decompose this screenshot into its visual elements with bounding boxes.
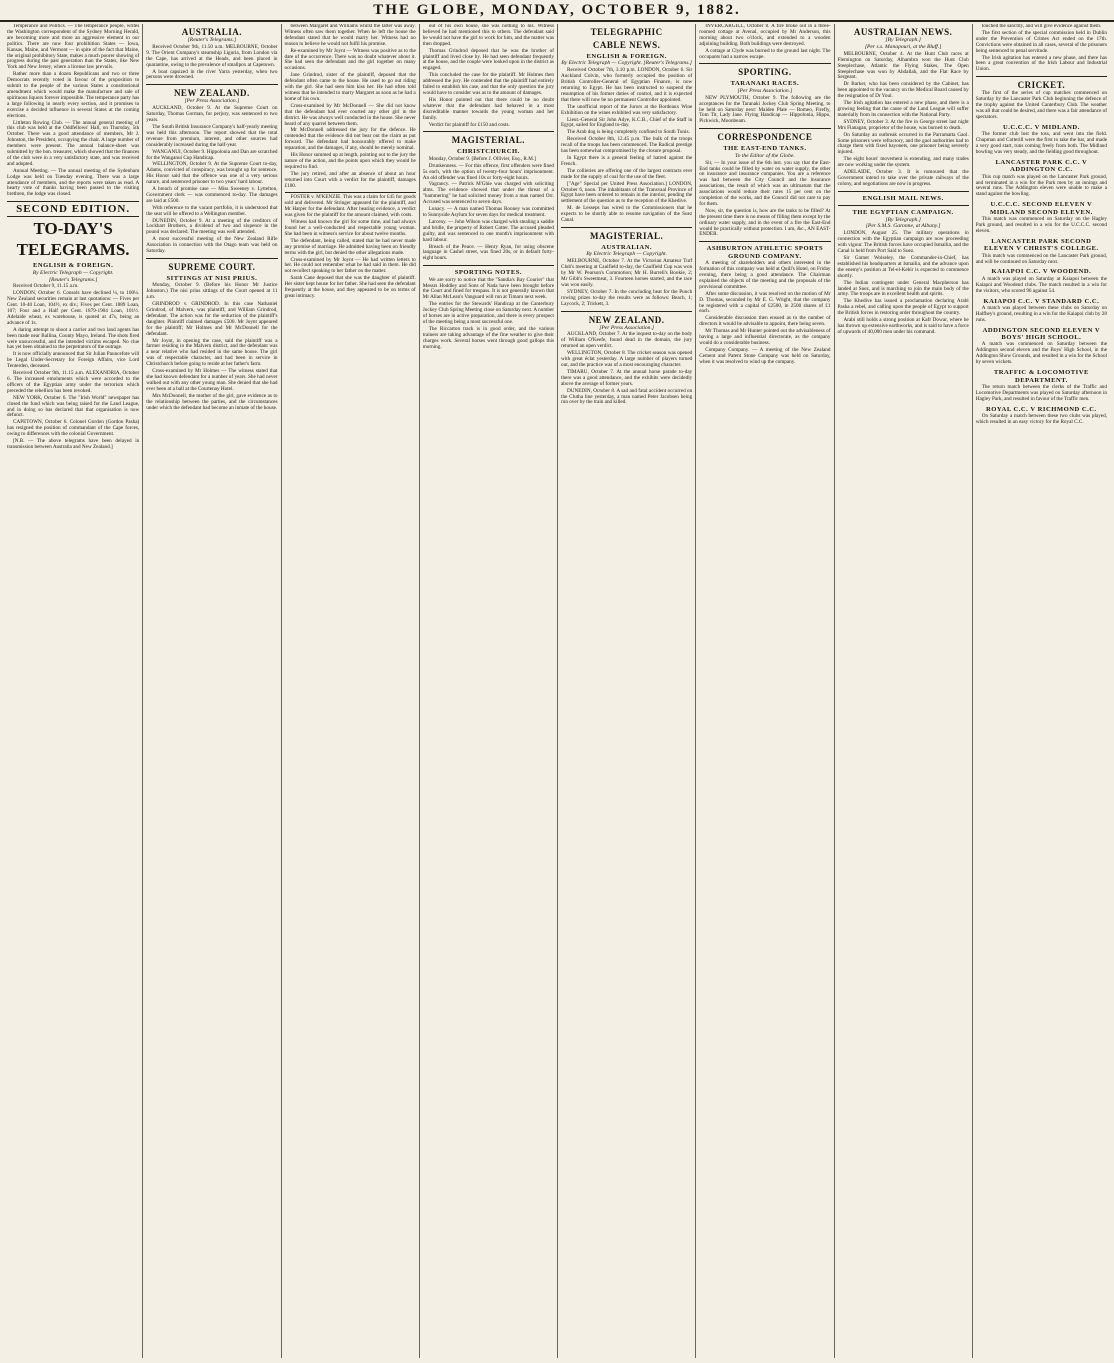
article-paragraph: Company Company. — A meeting of the New Zealand Cement and Patent Stone Company was held on Saturday, when it was resolved to wind up the company. — [699, 346, 831, 365]
section-heading: CABLE NEWS. — [592, 40, 661, 50]
article-paragraph: NEW PLYMOUTH, October 9. The following are the acceptances for the Taranaki Jockey Club Spring Meeting, to be held on Saturday next: Maiden Plate — Romeo, Firefly, Tom Tit, Lady Jane. Flying Handicap — Hippolonia, Hippo, Pickwick, Moonbeam. — [699, 94, 831, 125]
article-paragraph: DUNEDIN, October 9. At a meeting of the creditors of Lockhart Brothers, a dividend of two and sixpence in the pound was declared. The meeting was well attended. — [146, 217, 278, 236]
byline: [Reuter's Telegrams.] — [48, 276, 98, 283]
byline: [Per S.M.S. Garonne, at Albany.] — [865, 223, 941, 230]
article-paragraph: With reference to the vacant portfolio, it is understood that the seat will be offered to a Wellington member. — [146, 204, 278, 217]
article-paragraph: The Riccarton track is in good order, and the various trainers are taking advantage of the fine weather to give their charges work. Several horses went through good gallops this morning. — [422, 325, 554, 350]
article-paragraph: On Saturday an outbreak occurred in the Parramatta Gaol. Some prisoners were refractory, and the gaol authorities had to charge them with fixed bayonets, one prisoner being severely injured. — [837, 131, 969, 156]
article-paragraph: Annual Meeting. — The annual meeting of the Sydenham Lodge was held on Tuesday evening. There was a large attendance of members, and the reports were taken as read. A hearty vote of thanks having been passed to the visiting brethren, the lodge was closed. — [7, 167, 140, 198]
column-rule — [7, 216, 139, 217]
article-paragraph: WELLINGTON, October 9. At the Supreme Court to-day, Adams, convicted of conspiracy, was brought up for sentence. His Honor said that the offence was one of a very serious nature, and sentenced prisoner to two years' hard labour. — [146, 161, 278, 186]
column-rule — [699, 63, 830, 64]
article-paragraph: This concluded the case for the plaintiff. Mr Holmes then addressed the jury. He contended that the plaintiff had entirely failed to establish his case, and that the only question the jury would have to consider was as to the amount of damages. — [422, 72, 554, 96]
column-2 — [142, 24, 280, 1358]
column-rule — [146, 258, 277, 259]
article-paragraph: MELBOURNE, October 4. At the Hunt Club races at Flemington on Saturday, Alhambra won the Hunt Club Steeplechase, Atlantic the Flying Stakes, The Open Steeplechase was won by Ahdallah, and the Flat Race by Sergeant. — [837, 50, 969, 81]
article-paragraph: AUCKLAND, October 9. At the Supreme Court on Saturday, Thomas Gorman, for perjury, was sentenced to two years. — [146, 105, 278, 124]
article-paragraph: A match was played on Saturday at Kaiapoi between the Kaiapoi and Woodend clubs. The match resulted in a win for the visitors, who scored 96 against 54. — [975, 275, 1107, 294]
article-paragraph: Vagrancy. — Patrick M'Ghie was charged with soliciting alms. The evidence showed that under the threat of a "hammering" he had solicited money from a man named Orr. Accused was sentenced to seven days. — [422, 181, 554, 206]
column-rule — [423, 265, 554, 266]
byline: To the Editor of the Globe. — [734, 152, 795, 159]
subheading: THE EAST-END TANKS. — [723, 145, 807, 153]
column-rule — [976, 76, 1107, 77]
article-paragraph: Jane Grindrod, sister of the plaintiff, deposed that the defendant often came to the house. He used to go out riding with the girl. She had seen him kiss her. He had often told witness that he intended to marry Margaret as soon as he had a home of his own. — [284, 72, 416, 102]
article-paragraph: On Saturday a match between these two clubs was played, which resulted in an easy victory for the Royal C.C. — [975, 413, 1107, 425]
article-paragraph: Larceny. — John Wilson was charged with stealing a saddle and bridle, the property of Robert Cotter. The accused pleaded guilty, and was sentenced to one month's imprisonment with hard labour. — [422, 218, 554, 243]
subheading: ASHBURTON ATHLETIC SPORTS GROUND COMPANY. — [706, 245, 824, 260]
article-paragraph: M. de Lesseps has wired to the Commissioners that he expects to be shortly able to resume navigation of the Suez Canal. — [561, 205, 693, 224]
article-paragraph: The defendant, being called, stated that he had never made any promise of marriage. He admitted having been on friendly terms with the girl, but denied the other allegations made. — [284, 237, 416, 256]
article-paragraph: The Irish agitation has entered a new phase, and there is a growing feeling that the cause of the Land League will suffer materially from its connection with the National Party. — [837, 100, 969, 118]
article-paragraph: A boat capsized in the river Yarra yesterday, when two persons were drowned. — [146, 68, 278, 81]
article-paragraph: Sir, — In your issue of the 6th inst. you say that the East-End tanks could be filled by water on water supply, the other on insurance and insurance companies. You are a reference was had between the City Council and the insurance associations, the result of which was an ultimatum that the associations would reduce their rates 15 per cent on the completion of the works, and the Council did not care to pay for them. — [699, 159, 831, 207]
column-3 — [281, 24, 419, 1358]
article-paragraph: Received October 7th, 3.10 p.m. LONDON, October 6. Sir Auckland Colvin, who formerly occupied the position of British Controller-General of Egyptian Finance, is now returning to Egypt. He has been instructed to suspend the resumption of his former duties of control, and it is expected that there will now be no permanent Controller appointed. — [561, 67, 693, 103]
article-paragraph: In Egypt there is a general feeling of hatred against the French. — [561, 155, 693, 167]
article-paragraph: The Indian contingent under General Macpherson has landed at Suez, and is marching to join the main body of the army. The troops are in excellent health and spirits. — [837, 279, 969, 298]
column-6 — [695, 24, 833, 1358]
article-paragraph: Monday, October 9. [Before J. Ollivier, Esq., R.M.] — [428, 155, 536, 162]
article-paragraph: SYDNEY, October 3. At the fire in George street last night Mrs Flanagan, proprietor of the house, was burned to death. — [837, 118, 969, 131]
article-paragraph: [N.B. — The above telegrams have been delayed in transmission between Australia and New Zealand.] — [7, 438, 140, 450]
subheading: U.C.C.C. SECOND ELEVEN V MIDLAND SECOND ELEVEN. — [989, 201, 1093, 216]
subheading: LANCASTER PARK SECOND ELEVEN V CHRIST'S COLLEGE. — [984, 237, 1099, 253]
column-8 — [972, 24, 1110, 1358]
article-paragraph: WELLINGTON, October 8. The cricket season was opened with great éclat yesterday. A large number of players turned out, and the practice was of a most encouraging character. — [561, 350, 693, 368]
column-rule — [699, 128, 830, 129]
byline: [Per Press Association.] — [599, 324, 655, 331]
subheading: TARANAKI RACES. — [730, 80, 800, 88]
byline: [Per Press Association.] — [184, 98, 240, 105]
article-paragraph: The unofficial report of the Jurors at the Bordeaux Wine Exhibition on the wines exhibited was very satisfactory. — [561, 103, 693, 116]
section-heading: NEW ZEALAND. — [588, 314, 665, 325]
subheading: LANCASTER PARK C.C. V ADDINGTON C.C. — [995, 158, 1088, 174]
article-paragraph: The jury retired, and after an absence of about an hour returned into Court with a verdict for the plaintiff, damages £100. — [284, 170, 416, 189]
article-paragraph: Cross-examined by Mr Joynt — He had written letters to her. He could not remember what he had said in them. He did not recollect speaking to her father on the matter. — [284, 256, 416, 275]
section-heading: NEW ZEALAND. — [173, 88, 250, 99]
column-rule — [838, 191, 969, 192]
article-paragraph: A cottage at Clyde was burned to the ground last night. The occupants had a narrow escape. — [699, 47, 831, 60]
subheading: AUSTRALIAN. — [601, 243, 652, 251]
article-paragraph: The return match between the clerks of the Traffic and Locomotive Departments was played on Saturday afternoon in Hagley Park, and resulted in favour of the Traffic men. — [975, 383, 1107, 402]
display-heading: TO-DAY'S — [33, 219, 113, 239]
article-paragraph: TIMARU, October 7. At the annual horse parade to-day there was a good attendance, and the exhibits were decidedly above the average of former years. — [561, 368, 693, 387]
article-paragraph: Rather more than a dozen Republicans and two or three Democrats recently voted in favour of the proposition to submit to the people of the various States a constitutional amendment which would make the manufacture and sale of spirituous liquors forever impossible. The temperance party has a large following in nearly every section, and it promises to exercise a decided influence in several States at the coming elections. — [7, 71, 140, 119]
column-1 — [4, 24, 142, 1358]
article-paragraph: Re-examined by Mr Joynt — Witness was positive as to the date of the occurrence. There was no doubt whatever about it. She had seen the defendant and the girl together on many occasions. — [284, 47, 416, 72]
byline: [Per Press Association.] — [737, 87, 793, 94]
article-paragraph: LONDON, August 25. The military operations in connection with the Egyptian campaign are now proceeding with vigour. The British forces have occupied Ismailia, and the Canal is held from Port Said to Suez. — [837, 230, 969, 255]
article-paragraph: Received October 9th, 11.50 a.m. MELBOURNE, October 9. The Orient Company's steamship Liguria, from London via the Cape, has arrived at the Heads, and been placed in quarantine, owing to the prevalence of smallpox at Capetown. — [146, 43, 278, 68]
section-heading: AUSTRALIAN NEWS. — [853, 27, 953, 37]
article-paragraph: A meeting of shareholders and others interested in the formation of this company was held at Quill's Hotel, on Friday evening, there being a good attendance. The Chairman explained the objects of the meeting and the proposals of the provisional committee. — [699, 260, 831, 290]
column-7 — [834, 24, 972, 1358]
article-paragraph: A daring attempt to shoot a carrier and two land agents has been made near Ballina, County Mayo, Ireland. The shots fired were unsuccessful, and the intended victims escaped. No clue has yet been obtained to the perpetrators of the outrage. — [7, 326, 140, 351]
article-paragraph: The collieries are offering one of the largest contracts ever made for the supply of coal for the use of the fleet. — [561, 167, 693, 180]
section-heading: TELEGRAPHIC — [590, 27, 663, 37]
article-paragraph: Lieut.-General Sir John Adye, K.C.B., Chief of the Staff in Egypt, sailed for England to-day. — [561, 116, 693, 129]
article-paragraph: ADELAIDE, October 3. It is rumoured that the Government intend to take over the private railways of the colony, and negotiations are now in progress. — [837, 169, 969, 187]
article-paragraph: FOSTER v. M'KENZIE. This was a claim for £45 for goods sold and delivered. Mr Stringer appeared for the plaintiff, and Mr Harper for the defendant. After hearing evidence, a verdict was given for the plaintiff for the amount claimed, with costs. — [284, 194, 416, 219]
subheading: ENGLISH & FOREIGN. — [32, 262, 114, 270]
article-paragraph: Verdict for plaintiff for £150 and costs. — [428, 121, 510, 128]
article-paragraph: His Honor summed up at length, pointing out to the jury the nature of the action, and the points upon which they would be required to find. — [284, 152, 416, 170]
subheading: SITTINGS AT NISI PRIUS. — [166, 275, 258, 282]
column-5 — [557, 24, 695, 1358]
byline: [Per s.s. Manapouri, at the Bluff.] — [864, 43, 942, 50]
article-paragraph: After some discussion, it was resolved on the motion of Mr D. Thomas, seconded by Mr E. G. Wright, that the company be registered with a capital of £2500, in 2500 shares of £1 each. — [699, 290, 831, 315]
column-rule — [146, 84, 277, 85]
article-paragraph: This cup match was played on the Lancaster Park ground, and terminated in a win for the Park men by an innings and several runs. The Addington eleven were unable to make a stand against the bowling. — [975, 173, 1107, 198]
article-paragraph: We are sorry to notice that the "Sandia's Bay Courier" that Messrs Hoddley and Sons of Nada have been brought before the Court and fined for trespass. It is not generally known that Mr Allan McLean's Vanguard will run at Timaru next week. — [422, 276, 554, 301]
article-paragraph: The first section of the special commission held in Dublin under the Prevention of Crimes Act ended on the 17th. Convictions were obtained in all cases, several of the prisoners being sentenced to penal servitude. — [975, 29, 1107, 54]
article-paragraph: Received October 9, 11.15 a.m. — [13, 283, 79, 290]
article-paragraph: MELBOURNE, October 7. At the Victorian Amateur Turf Club's meeting at Caulfield to-day, the Caulfield Cup was won by Mr W. Pearson's Commotion; Mr H. Burrell's Bookie, 2; Mr Gibb's Sweetmeat, 3. Fourteen horses started, and the race was won easily. — [561, 258, 693, 288]
article-paragraph: Received October 9th, 11.15 a.m. ALEXANDRIA, October 6. The increased emoluments which were accorded to the officers of the Egyptian army under the terrorism which preceded the rebellion has been revoked. — [7, 370, 140, 394]
column-rule — [838, 205, 969, 206]
section-heading: SUPREME COURT. — [168, 262, 256, 272]
article-paragraph: Cross-examined by Mr McDonnell — She did not know that the defendant had ever courted any other girl in the district. He was always well conducted in the house. She never heard of any quarrel between them. — [284, 102, 416, 127]
section-heading: CRICKET. — [1017, 80, 1066, 91]
column-rule — [561, 311, 692, 312]
article-paragraph: SYDNEY, October 7. In the concluding heat for the Punch rowing prizes to-day the results were as follows: Beach, 1; Laycock, 2; Trickett, 3. — [561, 288, 693, 307]
article-paragraph: A match was played between these clubs on Saturday on Halfhey's ground, resulting in a win for the Kaiapoi club by 28 runs. — [975, 304, 1107, 323]
section-heading: AUSTRALIA. — [181, 27, 242, 37]
article-paragraph: Monday, October 9. (Before his Honor Mr Justice Johnston.) The nisi prius sittings of the Court opened at 11 a.m. — [146, 282, 278, 301]
section-heading: MAGISTERIAL. — [589, 230, 664, 241]
article-paragraph: A breach of promise case — Miss Sweeney v. Lyttelton, Government clerk — was commenced to-day. The damages are laid at £500. — [146, 186, 278, 204]
article-paragraph: AUCKLAND, October 7. At the inquest to-day on the body of William O'Keefe, found dead in the domain, the jury returned an open verdict. — [561, 331, 693, 350]
article-paragraph: out of his own house, she was nothing to his. Witness believed he had mentioned this to others. The defendant said he would not have the girl to work for him, and the matter was then dropped. — [422, 24, 554, 47]
display-heading: TELEGRAMS. — [16, 240, 130, 260]
article-paragraph: WANGANUI, October 9. Hippolonia and Dan are scratched for the Wanganui Cup Handicap. — [146, 148, 278, 161]
article-paragraph: Mr McDonnell addressed the jury for the defence. He contended that the evidence did not bear out the claim as put forward. The defendant had honourably offered to make reparation, and the damages, if any, should be merely nominal. — [284, 127, 416, 152]
subheading: THE EGYPTIAN CAMPAIGN. — [852, 209, 954, 217]
byline: By Electric Telegraph — Copyright. — [32, 269, 114, 276]
byline: [Reuter's Telegrams.] — [187, 37, 237, 43]
subheading: ADDINGTON SECOND ELEVEN V BOYS' HIGH SCHOOL. — [982, 326, 1101, 342]
subheading: ROYAL C.C. V RICHMOND C.C. — [986, 405, 1097, 413]
column-rule — [7, 201, 139, 202]
column-rule — [423, 131, 554, 132]
byline: [By Telegraph.] — [885, 216, 921, 223]
subheading: U.C.C.C. V MIDLAND. — [1002, 123, 1080, 131]
column-4 — [419, 24, 557, 1358]
article-paragraph: His Honor pointed out that there could be no doubt whatever that the defendant had behaved in a most discreditable manner towards the young woman and her family. — [422, 96, 554, 121]
article-paragraph: Arabi still holds a strong position at Kafr Dowar, where he has thrown up extensive earthworks, and is said to have a force of upwards of 40,000 men under his command. — [837, 317, 969, 335]
newspaper-page — [4, 24, 1110, 1360]
article-paragraph: DUNEDIN, October 8. A sad and fatal accident occurred on the Clutha line yesterday, a man named Peter Jacobsen being run over by the train and killed. — [561, 387, 693, 406]
article-paragraph: A most successful meeting of the New Zealand Rifle Association in connection with the Otago team was held on Saturday. — [146, 236, 278, 255]
section-heading: MAGISTERIAL. — [451, 135, 525, 146]
subheading: CHRISTCHURCH. — [457, 148, 520, 156]
edition-banner: SECOND EDITION. — [16, 203, 131, 216]
article-paragraph: Received October 8th, 12.45 p.m. The bulk of the troops recall of the troops has been commenced. The Radical prestige has been somewhat compromised by the closure proposal. — [561, 136, 693, 155]
article-paragraph: The eight hours' movement is extending, and many trades are now working under the system. — [837, 156, 969, 169]
article-paragraph: The Irish agitation has entered a new phase, and there has been a great convention of the Irish Labour and Industrial Union. — [975, 54, 1107, 73]
column-rule — [561, 227, 692, 228]
article-paragraph: Breach of the Peace. — Henry Ryan, for using obscene language in Cashel street, was fined 20s, or in default forty-eight hours. — [422, 243, 554, 262]
subheading: KAIAPOI C.C. V STANDARD C.C. — [983, 297, 1100, 305]
article-paragraph: The Khedive has issued a proclamation declaring Arabi Pasha a rebel, and calling upon the people of Egypt to support the British forces in restoring order throughout the country. — [837, 298, 969, 317]
article-paragraph: The former club lost the toss, and went into the field. Chapman and Cotterill were the first to take the bat, and made a very good start, runs coming freely from both. The Midland bowling was very steady, and the fielding good throughout. — [975, 131, 1107, 155]
article-paragraph: Sir Garnet Wolseley, the Commander-in-Chief, has established his headquarters at Ismailia, and the advance upon the enemy's position at Tel-el-Kebir is expected to commence shortly. — [837, 255, 969, 279]
article-paragraph: Temperance and Politics. — The temperance people, writes the Washington correspondent of the Sydney Morning Herald, are becoming more and more an aggressive element in our politics. There are now four prohibition States — Iowa, Kansas, Maine, and Vermont — in spite of the fact that Maine, the original prohibitory State, makes a much poorer showing of progress during the past generation than the States, like New York and New Jersey, where a license law prevails. — [7, 24, 140, 71]
article-paragraph: touched the sanctity, and will give evidence against them. — [981, 24, 1102, 29]
article-paragraph: It is now officially announced that Sir Julian Pauncefote will be Legal Under-Secretary for Foreign Affairs, vice Lord Tenterden, deceased. — [7, 351, 140, 370]
subheading: ENGLISH & FOREIGN. — [586, 53, 667, 60]
subheading: ENGLISH MAIL NEWS. — [862, 194, 944, 202]
article-paragraph: NEW YORK, October 6. The "Irish World" newspaper has closed the fund which was being raised for the Land League, and in doing so has declared that that organisation is now defunct. — [7, 394, 140, 419]
article-paragraph: INVERCARGILL, October 8. A fire broke out in a three-roomed cottage at Avenal, occupied by Mr Anderson, this morning about two o'clock, and extended to a wooden adjoining building. Both buildings were destroyed. — [699, 24, 831, 47]
article-paragraph: The first of the series of cup matches commenced on Saturday by the Lancaster Park Club beginning the defence of the trophy against the United Canterbury Club. The weather was all that could be desired, and there was a fair attendance of spectators. — [975, 90, 1107, 120]
article-paragraph: Considerable discussion then ensued as to the number of directors it would be advisable to appoint, there being seven. — [699, 315, 831, 328]
article-paragraph: Mrs McDonnell, the mother of the girl, gave evidence as to the relationship between the parties, and the circumstances under which the defendant had become an inmate of the house. — [146, 392, 278, 411]
article-paragraph: ["Age" Special per United Press Association.] LONDON, October 6, noon. The inhabitants of the Transvaal Province of Egypt have been ordered to remain in the interior, pending the settlement of the question as to the reception of the Khedive. — [561, 180, 693, 205]
article-paragraph: Now, sir, the question is, how are the tanks to be filled? At the present time there is no means of filling them except by the ordinary water supply, and in the event of a fire the East-End would be practically without protection. I am, &c., AN EAST-ENDER. — [699, 207, 831, 238]
article-paragraph: A match was commenced on Saturday between the Addington second eleven and the Boys' High School, in the Addington Show Grounds, and resulted in a win for the School by seven wickets. — [975, 341, 1107, 366]
subheading: SPORTING NOTES. — [454, 269, 523, 277]
article-paragraph: Lunacy. — A man named Thomas Rooney was committed to Sunnyside Asylum for seven days for medical treatment. — [422, 206, 554, 218]
article-paragraph: The Arab dog is being completely confined to South Tunis. — [567, 129, 690, 136]
article-paragraph: Thomas Grindrod deposed that he was the brother of plaintiff and lived close by. He had seen defendant frequently at the house, and the couple were looked upon in the district as engaged. — [422, 47, 554, 72]
article-paragraph: Mr Thomas and Mr Hunter pointed out the advisableness of having a large and influential directorate, as the company would do a considerable business. — [699, 328, 831, 346]
article-paragraph: Dr Barker, who has been considered by the Cabinet, has been appointed to the vacancy on the Medical Board caused by the resignation of Dr Youl. — [837, 81, 969, 100]
section-heading: SPORTING. — [738, 67, 792, 78]
article-paragraph: The South British Insurance Company's half-yearly meeting was held this afternoon. The report showed that the total revenue from premium, interest, and other sources had considerably increased during the half-year. — [146, 123, 278, 148]
byline: [By Telegraph.] — [885, 37, 921, 43]
article-paragraph: Witness had known the girl for some time, and had always found her a well-conducted and respectable young woman. She had been in witness's service for about twelve months. — [284, 219, 416, 237]
masthead: THE GLOBE, MONDAY, OCTOBER 9, 1882. — [0, 0, 1114, 22]
subheading: TRAFFIC & LOCOMOTIVE DEPARTMENT. — [993, 369, 1089, 384]
article-paragraph: GRINDROD v. GRINDROD. In this case Nathaniel Grindrod, of Malvern, was plaintiff, and William Grindrod, defendant. The action was for the seduction of the plaintiff's daughter. Plaintiff claimed damages £500. Mr Joynt appeared for the plaintiff; Mr Holmes and Mr McDonnell for the defendant. — [146, 301, 278, 337]
article-paragraph: This match was commenced on the Lancaster Park ground, and will be continued on Saturday next. — [975, 252, 1107, 265]
byline: By Electric Telegraph — Copyright. — [586, 251, 667, 258]
article-paragraph: between Margaret and Williams whilst the latter was away. Witness often saw them together. When he left the house the defendant stated that he would marry her. Witness had no reason to believe he would not fulfil his promise. — [284, 24, 416, 47]
article-paragraph: This match was commenced on Saturday on the Hagley Park ground, and resulted in a win for the U.C.C.C. second eleven. — [975, 216, 1107, 234]
column-rule — [699, 241, 830, 242]
article-paragraph: The entries for the Stewards' Handicap at the Canterbury Jockey Club Spring Meeting close on Saturday next. A number of horses are in active preparation, and there is every prospect of the meeting being a most successful one. — [422, 301, 554, 325]
article-paragraph: CAPETOWN, October 6. Colonel Gordon (Gordon Pasha) has resigned the position of commandant of the Cape forces, owing to differences with the colonial Government. — [7, 419, 140, 438]
article-paragraph: Cross-examined by Mr Holmes — The witness stated that she had known defendant for a number of years. She had never walked out with any other young man. She denied that she had ever been at a ball at the Courtenay Hotel. — [146, 368, 278, 392]
article-paragraph: LONDON, October 6. Consols have declined ¼, to 100¼. New Zealand securities remain at last quotations: — Fives per Cent. 10-40 Loan, 104½, ex div.; Fives per Cent. 1889 Loan, 107; Four and a Half per Cent. 1879-1904 Loan, 101½. Adelaide wheat, ex warehouse, is quoted at 47s, being an advance of 1s. — [7, 290, 140, 326]
byline: By Electric Telegraph — Copyright. [Reuter's Telegrams.] — [561, 60, 692, 67]
subheading: KAIAPOI C.C. V WOODEND. — [991, 268, 1092, 276]
article-paragraph: Drunkenness. — For this offence, first offenders were fined 5s each, with the option of twenty-four hours' imprisonment. An old offender was fined 10s or forty-eight hours. — [422, 162, 554, 181]
section-heading: CORRESPONDENCE — [717, 132, 813, 143]
article-paragraph: Littleton Rowing Club. — The annual general meeting of this club was held at the Oddfellows' Hall, on Thursday, 5th October. There was a good attendance of members, Mr J. Johnston, the President, occupying the chair. A large number of members were present. The annual balance-sheet was submitted by the hon. treasurer, which showed that the finances of the club were in a very satisfactory state, and was received and adopted. — [7, 119, 140, 167]
article-paragraph: Mr Joynt, in opening the case, said the plaintiff was a farmer residing in the Malvern district, and the defendant was a near relative who had resided in the same house. The girl was of respectable character, and had been in service in Christchurch before going to reside at her father's farm. — [146, 337, 278, 368]
article-paragraph: Sarah Cane deposed that she was the daughter of plaintiff. Her sister kept house for her father. She had seen the defendant frequently at the house, and they appeared to be on terms of great intimacy. — [284, 275, 416, 299]
